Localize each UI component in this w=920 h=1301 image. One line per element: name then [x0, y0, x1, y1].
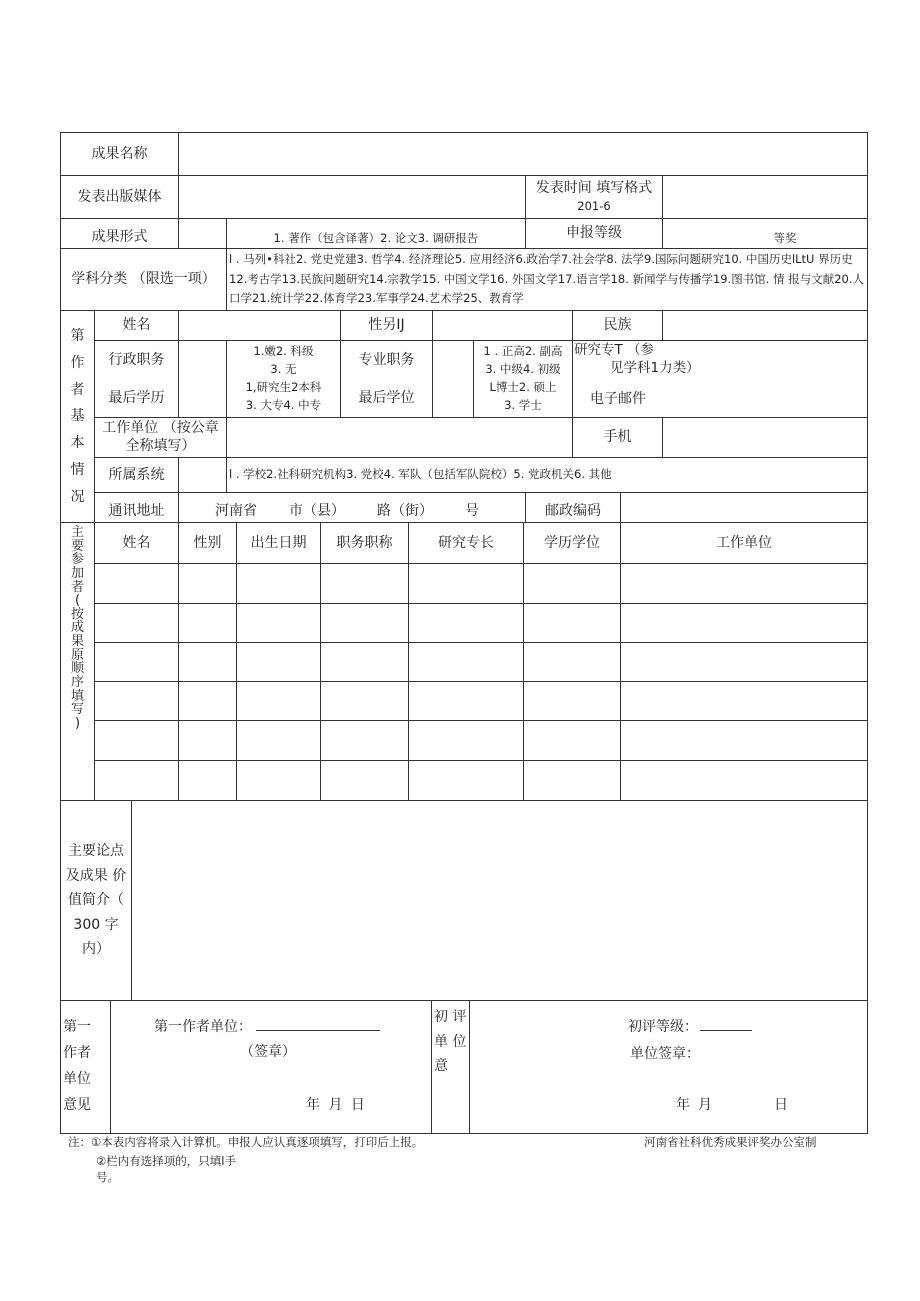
review-opinion-label: [431, 1000, 470, 1134]
char: 况: [70, 488, 85, 505]
char: 原: [70, 647, 84, 663]
participants-header-cell: 姓名: [94, 522, 179, 564]
participants-cell[interactable]: [320, 681, 409, 721]
address-province: 河南省: [215, 503, 257, 519]
summary-field[interactable]: [131, 800, 868, 1001]
address-field[interactable]: [178, 492, 526, 523]
participants-cell[interactable]: [320, 720, 409, 761]
label-line: 值简介（: [68, 892, 124, 909]
participants-cell[interactable]: [523, 642, 621, 682]
char: 第: [70, 328, 85, 345]
participants-cell[interactable]: [620, 760, 868, 801]
participants-cell[interactable]: [94, 563, 179, 604]
level-label: [525, 218, 663, 249]
char: 者: [70, 381, 85, 398]
publisher-label: [60, 175, 179, 219]
level-suffix: 等奖: [773, 231, 797, 246]
options-text: l . 马列•科社2. 党史党建3. 哲学4. 经济理论5. 应用经济6.政治学7.社会学8. 法学9.国际问题研究10. 中国历史lLtU 界历史12.考古学13.民族问题研究14.宗教学15. 中国文学16. 外国文学17.语言学18. 新闻学与传播学19.图书馆. 情 报与文献20.人口学21.统计学22.体育学23.军事学24.艺术学25、教育学: [229, 252, 865, 306]
char: 参: [70, 552, 84, 568]
participants-cell[interactable]: [523, 681, 621, 721]
label-line: 内）: [82, 941, 110, 958]
participants-cell[interactable]: [408, 720, 524, 761]
participants-cell[interactable]: [94, 681, 179, 721]
work-unit-field[interactable]: [226, 417, 573, 458]
format-hint: 201-6: [577, 198, 611, 213]
admin-education-field[interactable]: [178, 340, 227, 418]
label-line: 单 位: [434, 1033, 467, 1050]
label-line: 作者: [63, 1045, 91, 1062]
option: 3. 无: [270, 362, 297, 377]
participants-cell[interactable]: [408, 563, 524, 604]
participants-cell[interactable]: [94, 642, 179, 682]
participants-cell[interactable]: [320, 760, 409, 801]
option: 1 . 正高2. 副高: [483, 344, 563, 359]
participants-header-cell: 职务职称: [320, 522, 409, 564]
label-text: 邮政编码: [545, 503, 601, 519]
label-text: 民族: [603, 317, 632, 333]
label-text: 性另IJ: [368, 317, 405, 333]
summary-label: [60, 800, 132, 1001]
form-type-label: [60, 218, 179, 249]
option: 3. 中级4. 初级: [485, 362, 561, 377]
postcode-label: [525, 492, 621, 523]
participants-cell[interactable]: [523, 563, 621, 604]
label-line: 单位: [63, 1071, 91, 1087]
participants-cell[interactable]: [236, 720, 321, 761]
label-text: 学科分类 （限选一项）: [71, 270, 216, 287]
label-line: 主要论点: [68, 843, 124, 860]
unit-field-label: [154, 1016, 380, 1036]
admin-education-labels: [94, 340, 179, 418]
char: 写: [70, 702, 84, 718]
char: 果: [70, 634, 84, 650]
char: 情: [70, 461, 85, 478]
unit-date: 年 月 日: [306, 1097, 365, 1113]
system-options: [226, 457, 868, 493]
achievement-name-label: [60, 132, 179, 176]
postcode-field[interactable]: [620, 492, 868, 523]
participants-cell[interactable]: [178, 720, 237, 761]
form-type-field[interactable]: [178, 218, 227, 249]
participants-cell[interactable]: [236, 603, 321, 643]
label-text: 手机: [603, 429, 632, 445]
review-date-day: 日: [774, 1097, 788, 1113]
review-date-month: 月: [698, 1097, 712, 1113]
note-1: 注：①本表内容将录入计算机。申报人应认真逐项填写，打印后上报。: [68, 1135, 424, 1149]
pro-degree-options: [473, 340, 573, 418]
ethnicity-label: [572, 310, 663, 341]
participants-header-cell: 出生日期: [236, 522, 321, 564]
system-label: [94, 457, 179, 493]
admin-education-options: [226, 340, 341, 418]
form-type-options: [226, 218, 526, 249]
phone-label: [572, 417, 663, 458]
option: 3. 大专4. 中专: [245, 397, 322, 412]
char: 要: [70, 538, 84, 554]
char: ): [74, 715, 81, 731]
admin-post-label: 行政职务: [108, 351, 165, 368]
option: 1.嫩2. 科级: [253, 344, 314, 359]
char: 填: [70, 688, 84, 704]
participants-header-cell: 研究专长: [408, 522, 524, 564]
first-author-section-label: [60, 310, 95, 523]
options-text: 1. 著作（包含译著）2. 论文3. 调研报告: [273, 231, 479, 246]
participants-cell[interactable]: [523, 603, 621, 643]
label-line: 研究专T （参: [574, 342, 655, 358]
char: 按: [70, 606, 84, 622]
char: 成: [70, 620, 84, 636]
participants-cell[interactable]: [620, 681, 868, 721]
participants-header-cell: 性别: [178, 522, 237, 564]
pro-post-label: 专业职务: [358, 351, 415, 368]
ethnicity-field[interactable]: [662, 310, 868, 341]
label-line: 300 字: [73, 916, 119, 933]
name-label: [94, 310, 179, 341]
participants-cell[interactable]: [94, 603, 179, 643]
address-label: [94, 492, 179, 523]
publisher-field[interactable]: [178, 175, 526, 219]
label-text: 通讯地址: [108, 503, 165, 519]
participants-cell[interactable]: [408, 603, 524, 643]
review-seal: 单位签章：: [630, 1046, 700, 1062]
participants-cell[interactable]: [320, 603, 409, 643]
participants-cell[interactable]: [94, 720, 179, 761]
work-unit-label: [94, 417, 227, 458]
participants-cell[interactable]: [178, 603, 237, 643]
label-text: 申报等级: [566, 225, 622, 241]
discipline-options: [226, 248, 868, 311]
char: 本: [70, 435, 85, 452]
label-text: 姓名: [122, 317, 151, 333]
label-text: 发表时间 填写格式: [535, 179, 653, 196]
participants-cell[interactable]: [178, 681, 237, 721]
option: 3. 学士: [504, 397, 542, 412]
system-field[interactable]: [178, 457, 227, 493]
participants-cell[interactable]: [620, 603, 868, 643]
participants-cell[interactable]: [620, 720, 868, 761]
char: 作: [70, 355, 85, 371]
unit-opinion-label: [60, 1000, 111, 1134]
participants-cell[interactable]: [523, 720, 621, 761]
char: 序: [70, 675, 84, 691]
participants-section-label: [60, 522, 95, 801]
label-line: 及成果 价: [65, 867, 127, 884]
label-text: 成果名称: [91, 145, 148, 162]
participants-cell[interactable]: [236, 563, 321, 604]
label-line: 初 评: [434, 1009, 467, 1025]
label-line: 工作单位 （按公章: [102, 420, 219, 436]
gender-label: [340, 310, 433, 341]
option: 1,研究生2本科: [245, 380, 322, 394]
publish-time-label: [525, 175, 663, 219]
phone-field[interactable]: [662, 417, 868, 458]
pro-degree-labels: [340, 340, 433, 418]
publish-time-field[interactable]: [662, 175, 868, 219]
participants-cell[interactable]: [178, 760, 237, 801]
participants-cell[interactable]: [408, 681, 524, 721]
level-field[interactable]: [662, 218, 868, 249]
participants-cell[interactable]: [236, 760, 321, 801]
char: (: [74, 593, 81, 609]
address-city: 市（县）: [289, 503, 345, 519]
name-field[interactable]: [178, 310, 341, 341]
participants-header-cell: 学历学位: [523, 522, 621, 564]
label-text: 成果形式: [91, 229, 148, 245]
review-date-year: 年: [676, 1097, 690, 1113]
label-text: 发表出版媒体: [77, 188, 162, 205]
pro-degree-field[interactable]: [432, 340, 474, 418]
address-number: 号: [465, 503, 479, 519]
label-text: 所属系统: [108, 466, 165, 483]
research-email-field[interactable]: [662, 340, 868, 418]
participants-cell[interactable]: [408, 642, 524, 682]
discipline-label: [60, 248, 227, 311]
label-line: 全称填写）: [125, 437, 196, 454]
participants-cell[interactable]: [236, 681, 321, 721]
label-line: 意: [434, 1058, 448, 1074]
char: 加: [70, 565, 84, 581]
label-line: 见学科1力类）: [610, 360, 700, 377]
review-grade-line[interactable]: [700, 1030, 752, 1031]
gender-field[interactable]: [432, 310, 573, 341]
participants-cell[interactable]: [408, 760, 524, 801]
options-text: l . 学校2.社科研究机构3. 党校4. 军队（包括军队院校）5. 党政机关6. 其他: [229, 467, 612, 482]
review-grade-label: [628, 1016, 752, 1036]
participants-cell[interactable]: [320, 563, 409, 604]
note-2b: 号。: [96, 1170, 119, 1184]
participants-cell[interactable]: [320, 642, 409, 682]
label-line: 第一: [63, 1019, 91, 1036]
label-text: 第一作者单位：: [154, 1019, 252, 1035]
address-road: 路（街）: [377, 503, 433, 519]
email-label: 电子邮件: [590, 391, 646, 407]
issuer: 河南省社科优秀成果评奖办公室制: [644, 1135, 817, 1149]
note-2a: ②栏内有选择项的，只填l手: [96, 1154, 237, 1168]
achievement-name-field[interactable]: [178, 132, 868, 176]
label-text: 初评等级：: [628, 1019, 698, 1035]
education-label: 最后学历: [108, 389, 165, 406]
option: L博士2. 硕上: [489, 380, 557, 394]
char: 顺: [70, 661, 84, 677]
unit-field-line[interactable]: [256, 1030, 380, 1031]
participants-cell[interactable]: [236, 642, 321, 682]
participants-cell[interactable]: [94, 760, 179, 801]
unit-seal: （签章）: [240, 1044, 296, 1060]
char: 基: [70, 408, 85, 425]
char: 主: [70, 525, 84, 540]
char: 者: [70, 579, 84, 595]
participants-cell[interactable]: [620, 563, 868, 604]
participants-cell[interactable]: [620, 642, 868, 682]
participants-cell[interactable]: [178, 642, 237, 682]
participants-header-cell: 工作单位: [620, 522, 868, 564]
label-line: 意见: [63, 1096, 91, 1113]
participants-cell[interactable]: [523, 760, 621, 801]
participants-cell[interactable]: [178, 563, 237, 604]
degree-label: 最后学位: [358, 389, 415, 406]
